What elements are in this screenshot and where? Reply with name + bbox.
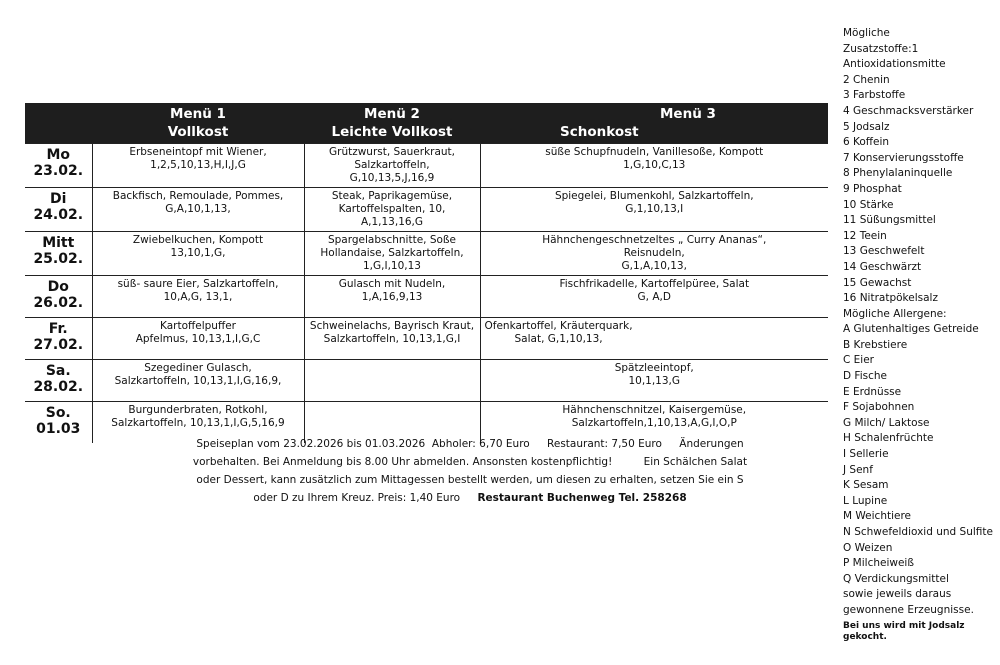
legend-item: B Krebstiere [843, 338, 908, 351]
iodized-salt-note: Bei uns wird mit Jodsalz gekocht. [843, 620, 965, 642]
header-menu3-title: Menü 3 [660, 106, 716, 122]
menu-cell-m1 [92, 276, 304, 318]
menu-cell-m1 [92, 232, 304, 276]
day-date: 24.02. [33, 207, 84, 223]
menu-cell-m2 [304, 232, 480, 276]
day-cell [25, 318, 92, 360]
header-menu2-subtitle: Leichte Vollkost [331, 124, 453, 140]
dish-line: Salzkartoffeln,1,10,13,A,G,I,O,P [571, 417, 737, 429]
legend-item: 10 Stärke [843, 198, 894, 211]
footer-period: Speiseplan vom 23.02.2026 bis 01.03.2026 [196, 438, 426, 450]
legend-item: gewonnene Erzeugnisse. [843, 603, 974, 616]
dish-line: Zwiebelkuchen, Kompott [132, 234, 264, 246]
dish-line: Kartoffelpuffer [160, 320, 236, 332]
day-cell [25, 188, 92, 232]
day-name: Do [47, 279, 69, 295]
dish-line: 10,A,G, 13,1, [163, 291, 233, 303]
footer-price-restaurant: Restaurant: 7,50 Euro [547, 438, 662, 450]
legend-item: 3 Farbstoffe [843, 89, 906, 102]
legend-item: C Eier [843, 354, 874, 367]
legend-item: P Milcheiweiß [843, 557, 914, 570]
dish-line: 1,2,5,10,13,H,I,J,G [150, 159, 246, 171]
header-menu2 [304, 103, 480, 144]
dish-line: Steak, Paprikagemüse, [331, 190, 453, 202]
table-row [25, 360, 828, 402]
day-date: 23.02. [33, 163, 84, 179]
legend-item: H Schalenfrüchte [843, 432, 934, 445]
header-menu1-title: Menü 1 [170, 106, 226, 122]
menu-cell-m2 [304, 144, 480, 188]
day-name: Mitt [42, 235, 75, 251]
dish-line: Hähnchenschnitzel, Kaisergemüse, [562, 404, 747, 416]
menu-cell-m3 [480, 232, 828, 276]
dish-line: Salzkartoffeln, [354, 159, 430, 171]
legend-item: Mögliche Allergene: [843, 307, 947, 320]
table-row [25, 188, 828, 232]
legend-item: 14 Geschwärzt [843, 260, 922, 273]
legend-item: F Sojabohnen [843, 401, 915, 414]
dish-line: Fischfrikadelle, Kartoffelpüree, Salat [559, 278, 750, 290]
menu-cell-m3 [480, 188, 828, 232]
day-date: 28.02. [33, 379, 84, 395]
menu-cell-m2 [304, 188, 480, 232]
dish-line: Erbseneintopf mit Wiener, [129, 146, 267, 158]
header-menu3-subtitle: Schonkost [560, 124, 639, 140]
menu-body [25, 144, 828, 444]
legend-item: Antioxidationsmitte [843, 58, 946, 71]
table-row [25, 318, 828, 360]
day-cell [25, 232, 92, 276]
header-menu1-subtitle: Vollkost [167, 124, 229, 140]
legend-item: 9 Phosphat [843, 182, 902, 195]
dish-line: G,1,10,13,I [625, 203, 684, 215]
header-menu1 [92, 103, 304, 144]
table-row [25, 276, 828, 318]
dish-line: G, A,D [637, 291, 671, 303]
legend-item: 16 Nitratpökelsalz [843, 292, 938, 305]
dish-line: G,A,10,1,13, [165, 203, 231, 215]
dish-line: süß- saure Eier, Salzkartoffeln, [117, 278, 279, 290]
legend-item: sowie jeweils daraus [843, 588, 952, 601]
footer-changes: Änderungen [679, 438, 744, 450]
dish-line: Backfisch, Remoulade, Pommes, [112, 190, 284, 202]
menu-cell-m2 [304, 276, 480, 318]
menu-table [25, 103, 828, 443]
additives-allergens-legend [843, 26, 998, 643]
footer-notes [150, 435, 790, 507]
legend-item: 6 Koffein [843, 136, 890, 149]
dish-line: süße Schupfnudeln, Vanillesoße, Kompott [545, 146, 764, 158]
day-date: 01.03 [36, 421, 81, 437]
dish-line: Hollandaise, Salzkartoffeln, [320, 247, 464, 259]
dish-line: Szegediner Gulasch, [144, 362, 252, 374]
menu-cell-m3 [480, 318, 828, 360]
header-menu3 [480, 103, 828, 144]
dish-line: Schweinelachs, Bayrisch Kraut, [309, 320, 475, 332]
footer-line-1 [150, 435, 790, 453]
menu-cell-m3 [480, 276, 828, 318]
dish-line: 1,G,10,C,13 [623, 159, 686, 171]
legend-item: Zusatzstoffe:1 [843, 42, 919, 55]
day-name: So. [45, 405, 71, 421]
dish-line: 1,A,16,9,13 [361, 291, 423, 303]
legend-item: E Erdnüsse [843, 385, 902, 398]
table-row [25, 232, 828, 276]
header-row [25, 103, 828, 144]
dish-line: 1,G,I,10,13 [363, 260, 421, 272]
footer-salad-offer: Ein Schälchen Salat [643, 456, 748, 468]
dish-line: Spiegelei, Blumenkohl, Salzkartoffeln, [554, 190, 754, 202]
day-date: 25.02. [33, 251, 84, 267]
dish-line: Grützwurst, Sauerkraut, [328, 146, 456, 158]
legend-item: N Schwefeldioxid und Sulfite [843, 526, 993, 538]
day-name: Sa. [45, 363, 71, 379]
legend-item: 11 Süßungsmittel [843, 214, 936, 227]
footer-line-4 [150, 489, 790, 507]
day-name: Di [50, 191, 67, 207]
footer-restaurant-contact: Restaurant Buchenweg Tel. 258268 [477, 492, 687, 504]
legend-item: Q Verdickungsmittel [843, 572, 949, 585]
footer-price-pickup: Abholer: 6,70 Euro [431, 438, 530, 450]
menu-table-container [25, 103, 828, 443]
legend-item: 13 Geschwefelt [843, 245, 925, 258]
day-cell [25, 144, 92, 188]
menu-cell-m1 [92, 318, 304, 360]
footer-cancel-note: vorbehalten. Bei Anmeldung bis 8.00 Uhr abmelden. Ansonsten kostenpflichtig! [192, 456, 613, 468]
footer-line-2 [150, 453, 790, 471]
footer-line-3 [150, 471, 790, 489]
day-cell [25, 360, 92, 402]
menu-cell-m3 [480, 360, 828, 402]
legend-item: 8 Phenylalaninquelle [843, 167, 953, 180]
legend-item: 5 Jodsalz [843, 120, 890, 133]
day-name: Mo [46, 147, 71, 163]
footer-dessert-note: oder Dessert, kann zusätzlich zum Mittagessen bestellt werden, um diesen zu erhalten, setzen Sie ein S [196, 474, 744, 486]
dish-line: Spargelabschnitte, Soße [327, 234, 457, 246]
legend-item: J Senf [843, 463, 873, 476]
dish-line: 13,10,1,G, [170, 247, 226, 259]
dish-line: Spätzleeintopf, [614, 362, 694, 374]
legend-item: D Fische [843, 370, 887, 383]
legend-item: Mögliche [843, 27, 890, 39]
legend-item: 2 Chenin [843, 73, 890, 86]
menu-cell-m2 [304, 360, 480, 402]
day-date: 27.02. [33, 337, 84, 353]
day-cell [25, 276, 92, 318]
legend-item: 4 Geschmacksverstärker [843, 104, 974, 117]
dish-line: G,10,13,5,J,16,9 [349, 172, 435, 184]
menu-cell-m2 [304, 318, 480, 360]
dish-line: Hähnchengeschnetzeltes „ Curry Ananas“, [542, 234, 767, 246]
day-date: 26.02. [33, 295, 84, 311]
legend-item: K Sesam [843, 479, 889, 492]
menu-cell-m1 [92, 360, 304, 402]
menu-cell-m1 [92, 188, 304, 232]
legend-item: G Milch/ Laktose [843, 416, 930, 429]
footer-extra-price: oder D zu Ihrem Kreuz. Preis: 1,40 Euro [253, 492, 461, 504]
legend-item: 7 Konservierungsstoffe [843, 151, 964, 164]
dish-line: Apfelmus, 10,13,1,I,G,C [135, 333, 261, 345]
dish-line: Ofenkartoffel, Kräuterquark, [484, 320, 633, 332]
menu-cell-m3 [480, 144, 828, 188]
table-row [25, 144, 828, 188]
dish-line: Burgunderbraten, Rotkohl, [128, 404, 268, 416]
dish-line: Reisnudeln, [623, 247, 685, 259]
menu-cell-m1 [92, 144, 304, 188]
dish-line: Salat, G,1,10,13, [514, 333, 603, 345]
legend-item: 12 Teein [843, 229, 887, 242]
legend-item: I Sellerie [843, 448, 889, 461]
dish-line: Kartoffelspalten, 10, [338, 203, 446, 215]
dish-line: Salzkartoffeln, 10,13,1,I,G,5,16,9 [111, 417, 285, 429]
day-name: Fr. [48, 321, 68, 337]
legend-item: 15 Gewachst [843, 276, 912, 289]
header-day [25, 103, 92, 144]
header-menu2-title: Menü 2 [364, 106, 420, 122]
legend-item: M Weichtiere [843, 510, 912, 523]
dish-line: 10,1,13,G [628, 375, 681, 387]
dish-line: G,1,A,10,13, [621, 260, 687, 272]
legend-item: L Lupine [843, 494, 888, 507]
day-cell [25, 402, 92, 444]
legend-item: A Glutenhaltiges Getreide [843, 323, 979, 336]
dish-line: Salzkartoffeln, 10,13,1,I,G,16,9, [114, 375, 282, 387]
dish-line: Gulasch mit Nudeln, [338, 278, 446, 290]
dish-line: Salzkartoffeln, 10,13,1,G,I [323, 333, 461, 345]
legend-item: O Weizen [843, 541, 893, 554]
dish-line: A,1,13,16,G [360, 216, 424, 228]
